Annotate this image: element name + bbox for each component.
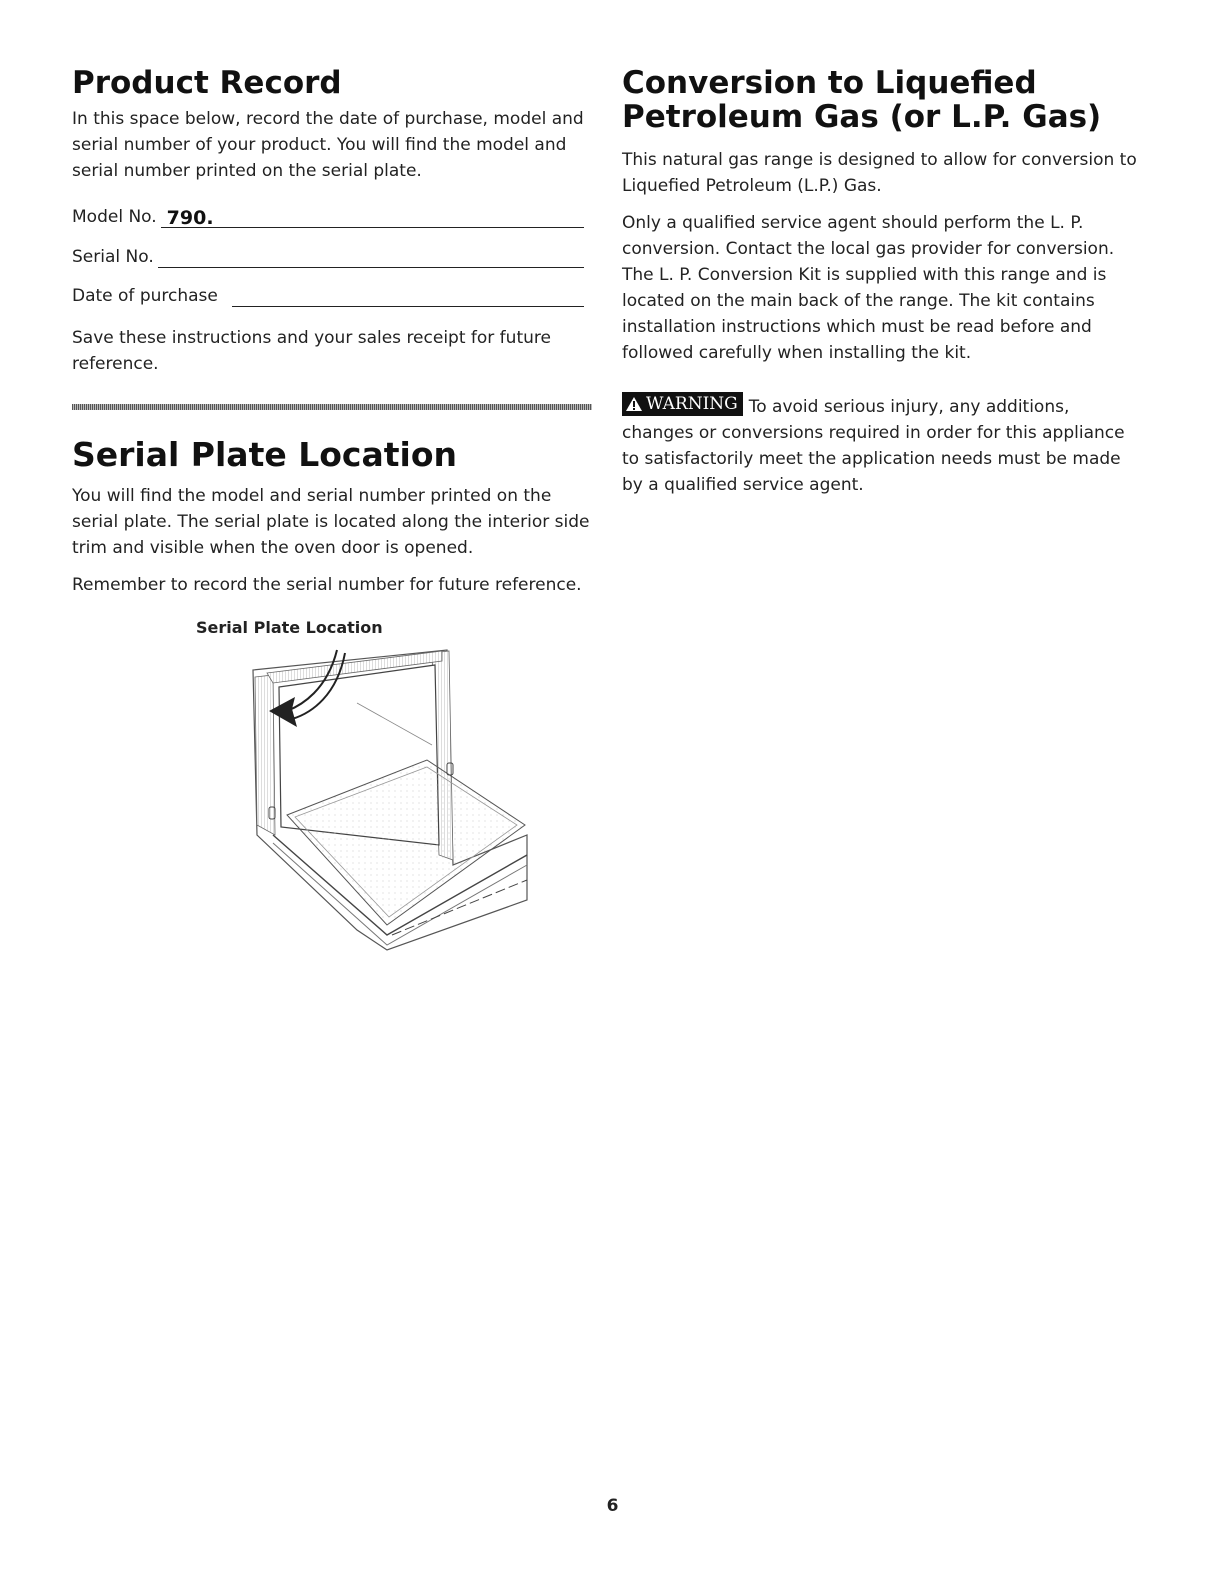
page-number: 6 <box>606 1496 619 1516</box>
model-number-field <box>72 202 584 228</box>
serial-number-field <box>72 242 584 268</box>
lp-conversion-heading: Conversion to Liquefied Petroleum Gas (or L.P. Gas) <box>622 65 1102 135</box>
serial-number-line <box>158 247 584 268</box>
product-record-intro: In this space below, record the date of purchase, model and serial number of your product. You will find the model and serial number printed on the serial plate. <box>72 109 584 181</box>
product-record-heading: Product Record <box>72 65 342 101</box>
figure-caption: Serial Plate Location <box>196 618 383 637</box>
warning-badge <box>622 392 743 416</box>
serial-number-label: Serial No. <box>72 247 154 267</box>
save-instructions-note: Save these instructions and your sales receipt for future reference. <box>72 328 551 374</box>
date-of-purchase-line <box>232 286 584 307</box>
warning-triangle-icon <box>625 396 643 412</box>
oven-interior-illustration <box>177 645 537 960</box>
section-divider <box>72 404 592 410</box>
warning-label: WARNING <box>646 394 738 414</box>
serial-plate-description: You will find the model and serial number printed on the serial plate. The serial plate is located along the interior side trim and visible when the oven door is opened. <box>72 486 590 558</box>
warning-block <box>622 392 1132 498</box>
model-number-label: Model No. <box>72 207 157 227</box>
serial-plate-heading: Serial Plate Location <box>72 435 457 474</box>
date-of-purchase-label: Date of purchase <box>72 286 218 306</box>
lp-conversion-instructions: Only a qualified service agent should perform the L. P. conversion. Contact the local gas provider for conversion. The L. P. Conversion Kit is supplied with this range and is located on the main back of the range. The kit contains installation instructions which must be read before and followed carefully when installing the kit. <box>622 213 1115 363</box>
model-number-line <box>161 207 584 228</box>
warning-text: To avoid serious injury, any additions, changes or conversions required in order for this appliance to satisfactorily meet the application needs must be made by a qualified service agent. <box>622 397 1125 495</box>
lp-conversion-intro: This natural gas range is designed to allow for conversion to Liquefied Petroleum (L.P.) Gas. <box>622 150 1137 196</box>
date-of-purchase-field <box>72 281 584 307</box>
model-number-value: 790. <box>166 207 214 229</box>
serial-plate-reminder: Remember to record the serial number for future reference. <box>72 575 582 595</box>
